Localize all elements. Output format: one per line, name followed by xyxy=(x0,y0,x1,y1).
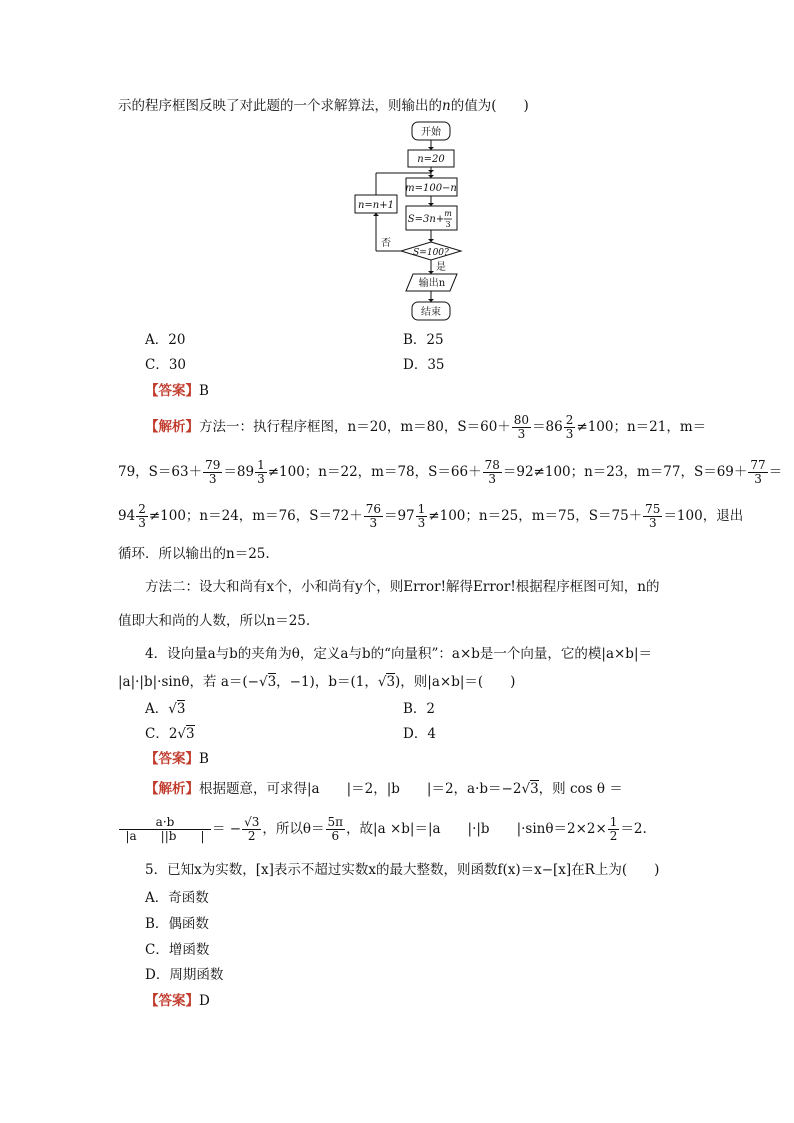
q3-option-d: D．35 xyxy=(403,357,445,373)
flow-output-label: 输出n xyxy=(418,278,446,289)
q4-stem-line1: 4．设向量a与b的夹角为θ，定义a与b的“向量积”：a×b是一个向量，它的模|a×b|＝ xyxy=(145,646,653,662)
q3-answer: 【答案】B xyxy=(145,383,209,399)
q4-option-d: D．4 xyxy=(403,726,436,742)
q4-option-b: B．2 xyxy=(403,701,436,717)
q3-analysis-line2: 79，S＝63＋ $\frac{79}{3}$ ＝89 $\frac{1}{3}$ ≠100；n＝22，m＝78，S＝66＋ $\frac{78}{3}$ ＝92≠100；n＝23，m＝77，S＝69＋ $\frac{77}{3}$ ＝ xyxy=(118,458,783,486)
q5-option-d: D．周期函数 xyxy=(145,967,224,983)
q5-option-c: C．增函数 xyxy=(145,942,210,958)
q3-option-b: B．25 xyxy=(403,332,444,348)
flow-s-label: S=3n+ xyxy=(407,214,445,225)
q5-stem: 5．已知x为实数，[x]表示不超过实数x的最大整数，则函数f(x)＝x−[x]在R上为( ) xyxy=(145,862,660,878)
q3-analysis-line1: 【解析】方法一：执行程序框图，n＝20，m＝80，S＝60＋ $\frac{80}{3}$ ＝86 $\frac{2}{3}$ ≠100；n＝21，m＝ xyxy=(145,413,707,441)
flow-init-label: n=20 xyxy=(417,154,445,165)
q3-option-c: C．30 xyxy=(145,357,187,373)
q4-answer: 【答案】B xyxy=(145,751,209,767)
q4-stem-line2: |a|·|b|·sinθ，若 a＝(−√3，−1)，b＝(1，√3)，则|a×b|＝( ) xyxy=(118,674,516,690)
q4-option-c: C．2√3 xyxy=(145,726,195,742)
q3-method2-line2: 值即大和尚的人数，所以n＝25. xyxy=(118,613,311,629)
q4-option-a: A．√3 xyxy=(145,701,186,717)
flow-decision-label: S=100? xyxy=(413,248,449,258)
flow-no-label: 否 xyxy=(381,238,391,249)
q3-option-a: A．20 xyxy=(145,332,186,348)
q5-answer: 【答案】D xyxy=(145,993,210,1009)
q4-analysis-line2: $\frac{a\cdot b}{|a ||b |}$ ＝ − $\frac{√3}{2}$ ，所以θ＝ $\frac{5\pi}{6}$ ，故|a ×b|＝|a |·|b |·sinθ＝2×2× $\frac{1}{2}$ ＝2. xyxy=(118,816,647,843)
flow-s-num: m xyxy=(444,209,452,218)
q5-option-a: A．奇函数 xyxy=(145,890,209,906)
q4-analysis-line1: 【解析】根据题意，可求得|a |＝2，|b |＝2，a·b＝−2√3，则 cos θ ＝ xyxy=(145,781,623,797)
flow-update-label: n=n+1 xyxy=(357,200,395,211)
q5-option-b: B．偶函数 xyxy=(145,916,209,932)
q3-analysis-line3: 94 $\frac{2}{3}$ ≠100；n＝24，m＝76，S＝72＋ $\frac{76}{3}$ ＝97 $\frac{1}{3}$ ≠100；n＝25，m＝75，S＝75＋ $\frac{75}{3}$ ＝100，退出 xyxy=(118,502,744,530)
q3-analysis-line4: 循环．所以输出的n＝25. xyxy=(118,546,270,562)
flow-start-label: 开始 xyxy=(421,127,441,138)
q3-stem: 示的程序框图反映了对此题的一个求解算法，则输出的n的值为( ) xyxy=(118,98,529,114)
flowchart xyxy=(350,118,490,328)
flow-m-label: m=100−n xyxy=(405,183,457,194)
flow-s-den: 3 xyxy=(445,220,451,229)
q3-method2-line1: 方法二：设大和尚有x个，小和尚有y个，则Error!解得Error!根据程序框图可知，n的 xyxy=(145,579,660,595)
flow-end-label: 结束 xyxy=(421,307,441,318)
flow-yes-label: 是 xyxy=(436,262,446,273)
